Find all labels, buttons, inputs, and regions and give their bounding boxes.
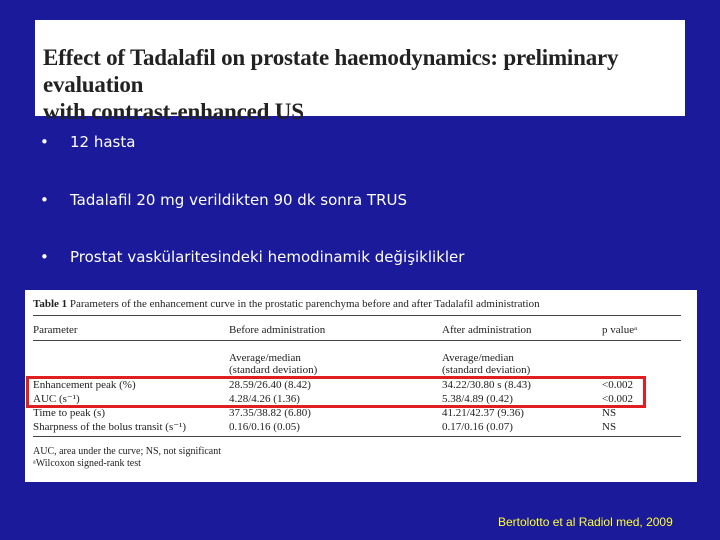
table-cell: 0.17/0.16 (0.07) [442, 421, 513, 433]
table-cell: <0.002 [602, 393, 633, 405]
table-cell: Time to peak (s) [33, 407, 106, 419]
table-subheader: (standard deviation) [229, 364, 318, 376]
table-header-cell: After administration [442, 324, 532, 336]
table-header-cell: Before administration [229, 324, 326, 336]
table-cell: 34.22/30.80 s (8.43) [442, 379, 531, 391]
title-line-2: with contrast-enhanced US [43, 99, 304, 124]
table-footnote: AUC, area under the curve; NS, not significant [33, 446, 222, 457]
bullet-icon: • [40, 191, 49, 209]
table-caption [33, 298, 697, 310]
table-cell: 0.16/0.16 (0.05) [229, 421, 300, 433]
table-cell: 37.35/38.82 (6.80) [229, 407, 311, 419]
table-subheader: Average/median [229, 352, 301, 364]
title-image [35, 20, 685, 124]
table-cell: 4.28/4.26 (1.36) [229, 393, 300, 405]
table-subheader: (standard deviation) [442, 364, 531, 376]
table-cell: 41.21/42.37 (9.36) [442, 407, 524, 419]
bullet-item [40, 133, 135, 151]
table-caption-text: Parameters of the enhancement curve in the prostatic parenchyma before and after Tadalafil administration [69, 298, 540, 310]
highlight-box [26, 376, 646, 408]
bullet-icon: • [40, 133, 49, 151]
bullet-text: Prostat vaskülaritesindeki hemodinamik değişiklikler [70, 248, 465, 266]
table-cell: Enhancement peak (%) [33, 379, 136, 391]
table-header-cell: Parameter [33, 324, 78, 336]
table-header-cell: p valueᵃ [602, 324, 638, 336]
bullet-text: 12 hasta [70, 133, 136, 151]
table-footnote: ᵃWilcoxon signed-rank test [33, 458, 141, 469]
table-cell: NS [602, 421, 617, 433]
citation: Bertolotto et al Radiol med, 2009 [498, 515, 673, 529]
table-cell: <0.002 [602, 379, 633, 391]
table-cell: AUC (s⁻¹) [33, 393, 80, 405]
table-cell: NS [602, 407, 617, 419]
bullet-text: Tadalafil 20 mg verildikten 90 dk sonra TRUS [70, 191, 407, 209]
title-line-1: Effect of Tadalafil on prostate haemodynamics: preliminary evaluation [43, 45, 619, 97]
table-cell: Sharpness of the bolus transit (s⁻¹) [33, 421, 187, 433]
table-rule [33, 340, 681, 341]
bullet-item [40, 248, 464, 266]
table-rule [33, 315, 681, 316]
table-rule [33, 436, 681, 437]
bullet-icon: • [40, 248, 49, 266]
bullet-item [40, 191, 407, 209]
table-cell: 5.38/4.89 (0.42) [442, 393, 513, 405]
table-cell: 28.59/26.40 (8.42) [229, 379, 311, 391]
table-caption-label: Table 1 [33, 298, 68, 310]
table-subheader: Average/median [442, 352, 514, 364]
